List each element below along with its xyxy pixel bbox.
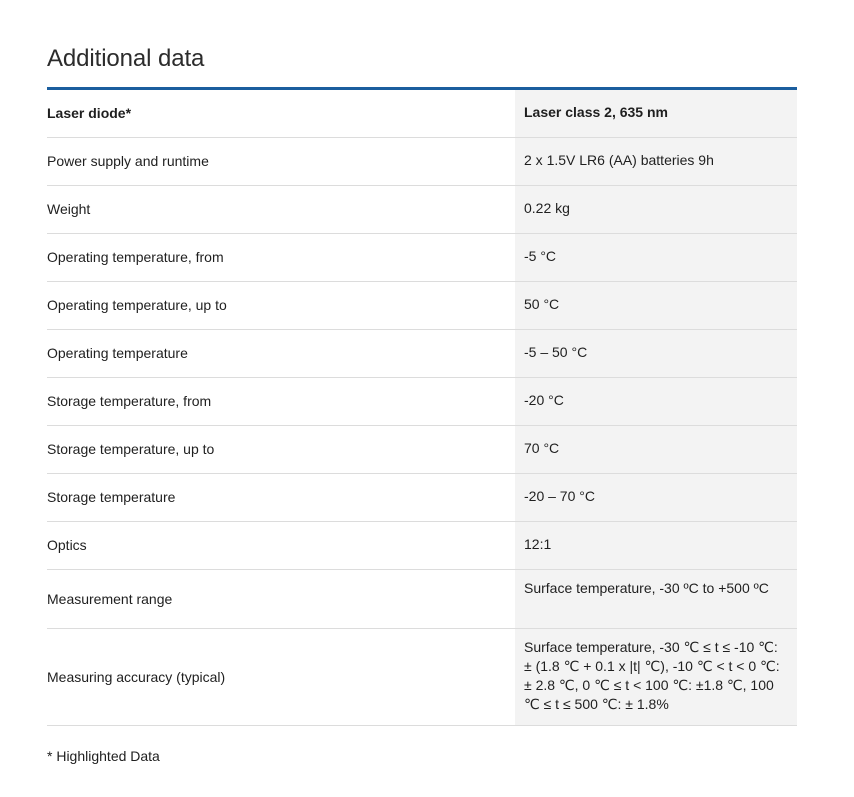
spec-label: Operating temperature: [47, 345, 188, 361]
section-title: Additional data: [47, 45, 205, 72]
spec-value: -5 – 50 °C: [515, 330, 797, 378]
table-row: [47, 330, 797, 378]
table-row: [47, 474, 797, 522]
table-row: [47, 378, 797, 426]
spec-label: Measurement range: [47, 590, 173, 607]
table-row: [47, 426, 797, 474]
spec-value: 50 °C: [515, 282, 797, 330]
spec-value: -20 °C: [515, 378, 797, 426]
spec-value: 12:1: [515, 522, 797, 570]
table-row: [47, 570, 797, 629]
spec-value: -5 °C: [515, 234, 797, 282]
spec-label: Power supply and runtime: [47, 153, 209, 169]
spec-table: [47, 90, 797, 726]
spec-label: Measuring accuracy (typical): [47, 668, 226, 685]
spec-value: -20 – 70 °C: [515, 474, 797, 522]
table-row: [47, 138, 797, 186]
table-row: [47, 234, 797, 282]
spec-value: Laser class 2, 635 nm: [515, 90, 797, 138]
spec-label: Storage temperature, up to: [47, 441, 215, 457]
spec-value: 2 x 1.5V LR6 (AA) batteries 9h: [515, 138, 797, 186]
spec-value: Surface temperature, -30 ℃ ≤ t ≤ -10 ℃: ± (1.8 ℃ + 0.1 x |t| ℃), -10 ℃ < t < 0 ℃: ± 2.8 ℃, 0 ℃ ≤ t < 100 ℃: ±1.8 ℃, 100 ℃ ≤ t ≤ 500 ℃: ± 1.8%: [515, 629, 797, 726]
table-row: [47, 90, 797, 138]
table-row: [47, 629, 797, 726]
table-row: [47, 522, 797, 570]
spec-value: Surface temperature, -30 ºC to +500 ºC: [515, 570, 797, 629]
highlighted-data-footnote: * Highlighted Data: [47, 748, 160, 764]
spec-label: Optics: [47, 537, 87, 553]
table-row: [47, 282, 797, 330]
spec-value: 0.22 kg: [515, 186, 797, 234]
spec-value: 70 °C: [515, 426, 797, 474]
table-row: [47, 186, 797, 234]
additional-data-section: [47, 0, 797, 764]
spec-label: Storage temperature, from: [47, 393, 212, 409]
spec-label: Weight: [47, 201, 91, 217]
spec-label: Storage temperature: [47, 489, 176, 505]
spec-label: Laser diode*: [47, 105, 132, 121]
spec-label: Operating temperature, up to: [47, 297, 227, 313]
spec-label: Operating temperature, from: [47, 249, 224, 265]
